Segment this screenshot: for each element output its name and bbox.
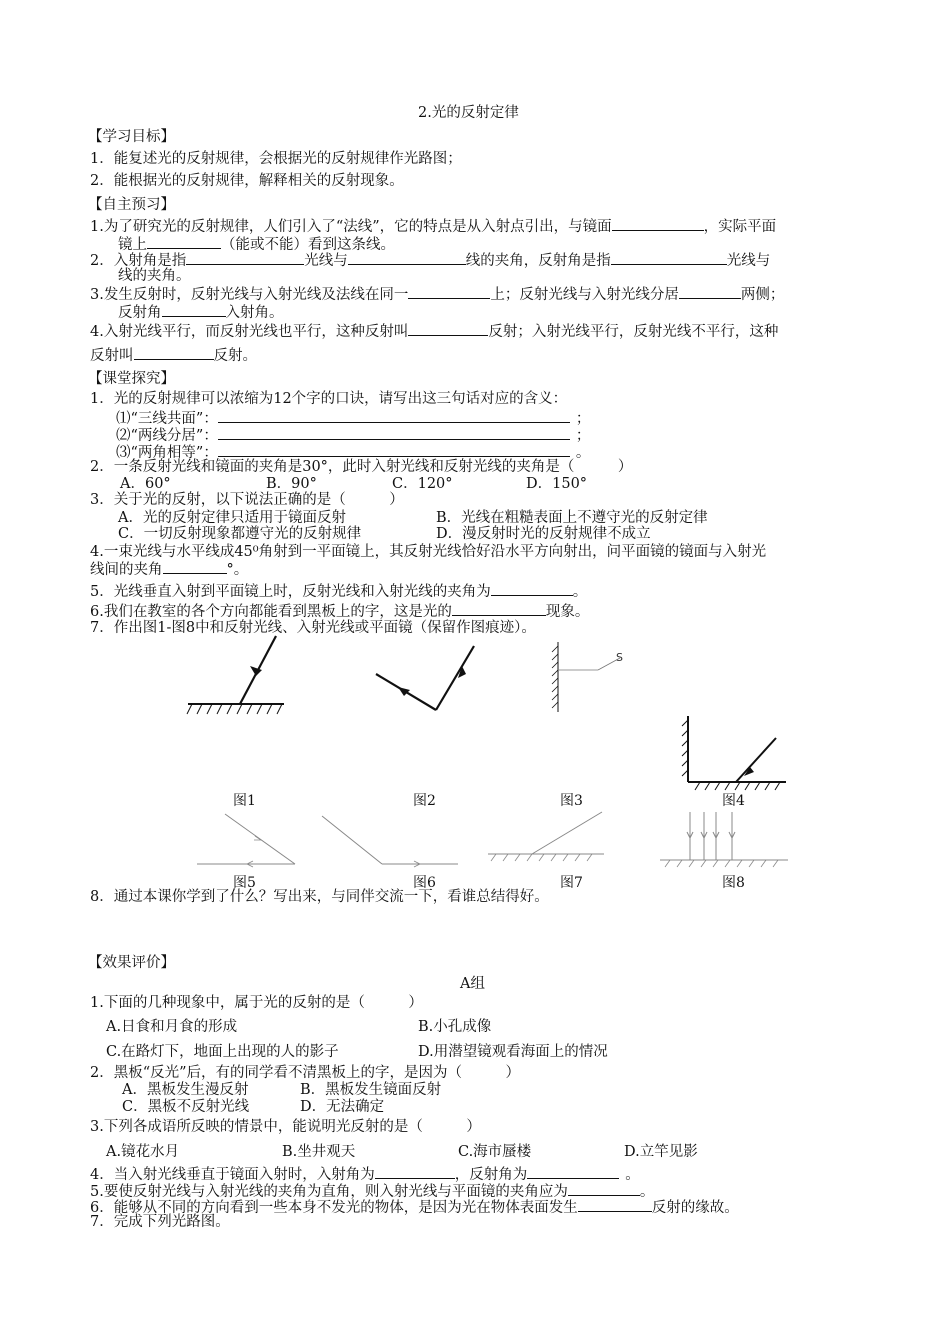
eval-q1: 1.下面的几种现象中，属于光的反射的是（ ） [90, 995, 423, 1011]
explore-q2-opt-a: A．60° [120, 476, 171, 492]
text: ⑴“三线共面”： [116, 411, 218, 427]
text: 6.我们在教室的各个方向都能看到黑板上的字，这是光的 [90, 604, 452, 620]
text: 2．入射角是指 [90, 253, 187, 269]
figure-6 [318, 810, 463, 870]
answer-blank[interactable] [452, 601, 546, 616]
explore-q1: 1．光的反射规律可以浓缩为12个字的口诀，请写出这三句话对应的含义： [90, 391, 568, 407]
text: ，实际平面 [703, 219, 777, 235]
preview-q2-cont: 线的夹角。 [118, 268, 191, 284]
text: 反射的缘故。 [651, 1200, 739, 1216]
section-goals: 【学习目标】 [88, 129, 175, 145]
explore-q4: 4.一束光线与水平线成45⁰角射到一平面镜上，其反射光线恰好沿水平方向射出，问平面镜的镜面与入射光 [90, 544, 767, 560]
figure-5 [195, 810, 305, 870]
explore-q3: 3．关于光的反射，以下说法正确的是（ ） [90, 492, 404, 508]
text: 反射角 [118, 305, 162, 321]
text: 上；反射光线与入射光线分居 [490, 287, 679, 303]
text: 。 [639, 1184, 655, 1200]
explore-q3-opt-b: B．光线在粗糙表面上不遵守光的反射定律 [436, 510, 708, 526]
eval-q3-opt-c: C.海市蜃楼 [458, 1144, 532, 1160]
text: 4．当入射光线垂直于镜面入射时，入射角为 [90, 1167, 375, 1183]
explore-q2-opt-d: D．150° [526, 476, 588, 492]
text: 入射角。 [225, 305, 284, 321]
text: ； [575, 411, 591, 427]
figure-7-label: 图7 [560, 875, 583, 891]
preview-q2 [90, 250, 770, 270]
explore-q2-opt-c: C．120° [392, 476, 453, 492]
text: 光线与 [726, 253, 771, 269]
section-eval: 【效果评价】 [88, 955, 175, 971]
text: 线间的夹角 [90, 562, 163, 578]
figure-8 [656, 808, 791, 870]
eval-group-a: A组 [460, 976, 485, 992]
section-preview: 【自主预习】 [88, 197, 175, 213]
figure-4-label: 图4 [722, 793, 745, 809]
answer-blank[interactable] [408, 284, 490, 299]
eval-q2: 2．黑板“反光”后，有的同学看不清黑板上的字，是因为（ ） [90, 1065, 521, 1081]
answer-blank[interactable] [348, 250, 466, 265]
eval-q2-opt-b: B．黑板发生镜面反射 [300, 1082, 442, 1098]
answer-blank[interactable] [568, 1181, 640, 1196]
explore-q8: 8．通过本课你学到了什么？写出来，与同伴交流一下，看谁总结得好。 [90, 889, 549, 905]
explore-q6 [90, 601, 589, 621]
text: 光线与 [304, 253, 348, 269]
figure-2 [368, 640, 483, 720]
text: 两侧； [740, 287, 785, 303]
section-explore: 【课堂探究】 [88, 371, 175, 387]
page-title: 2.光的反射定律 [418, 105, 519, 121]
eval-q2-opt-c: C．黑板不反射光线 [122, 1099, 250, 1115]
text: °。 [226, 562, 249, 578]
text: 。 [625, 1167, 640, 1183]
figure-2-label: 图2 [413, 793, 436, 809]
text: 5.要使反射光线与入射光线的夹角为直角，则入射光线与平面镜的夹角应为 [90, 1184, 568, 1200]
eval-q3-opt-a: A.镜花水月 [106, 1144, 180, 1160]
answer-blank[interactable] [163, 559, 227, 574]
eval-q3-opt-b: B.坐井观天 [282, 1144, 356, 1160]
figure-8-label: 图8 [722, 875, 745, 891]
explore-q7: 7．作出图1-图8中和反射光线、入射光线或平面镜（保留作图痕迹）。 [90, 620, 536, 636]
explore-q3-opt-a: A．光的反射定律只适用于镜面反射 [118, 510, 346, 526]
figure-3 [540, 640, 640, 715]
eval-q7: 7．完成下列光路图。 [90, 1214, 230, 1230]
text: ； [575, 428, 591, 444]
answer-blank[interactable] [578, 1197, 652, 1212]
eval-q3: 3.下列各成语所反映的情景中，能说明光反射的是（ ） [90, 1119, 481, 1135]
answer-blank[interactable] [408, 321, 488, 336]
answer-blank[interactable] [218, 442, 570, 457]
text: 反射；入射光线平行，反射光线不平行，这种 [488, 324, 779, 340]
figure-1-label: 图1 [233, 793, 256, 809]
figure-4 [680, 712, 790, 792]
text: 镜上 [118, 237, 147, 253]
preview-q4 [90, 321, 778, 341]
text: （能或不能）看到这条线。 [221, 237, 395, 253]
eval-q1-opt-d: D.用潜望镜观看海面上的情况 [418, 1044, 608, 1060]
answer-blank[interactable] [375, 1164, 455, 1179]
figure-6-label: 图6 [413, 875, 436, 891]
explore-q3-opt-d: D．漫反射时光的反射规律不成立 [436, 526, 651, 542]
explore-q4-cont [90, 559, 248, 579]
text: 反射。 [213, 348, 257, 364]
answer-blank[interactable] [527, 1164, 619, 1179]
preview-q3 [90, 284, 784, 304]
explore-q3-opt-c: C．一切反射现象都遵守光的反射规律 [118, 526, 362, 542]
text: 。 [572, 584, 588, 600]
preview-q4-cont [90, 345, 257, 365]
answer-blank[interactable] [679, 284, 741, 299]
explore-q2: 2．一条反射光线和镜面的夹角是30°，此时入射光线和反射光线的夹角是（ ） [90, 459, 633, 475]
text: ⑶“两角相等”： [116, 445, 218, 461]
eval-q1-opt-a: A.日食和月食的形成 [106, 1019, 238, 1035]
text: 3.发生反射时，反射光线与入射光线及法线在同一 [90, 287, 409, 303]
text: ⑵“两线分居”： [116, 428, 218, 444]
text: 现象。 [545, 604, 590, 620]
answer-blank[interactable] [134, 345, 214, 360]
eval-q1-opt-b: B.小孔成像 [418, 1019, 492, 1035]
text: ，反射角为 [454, 1167, 528, 1183]
eval-q1-opt-c: C.在路灯下，地面上出现的人的影子 [106, 1044, 339, 1060]
figure-7 [486, 808, 606, 868]
preview-q3-cont [118, 302, 284, 322]
text: 反射叫 [90, 348, 134, 364]
eval-q2-opt-d: D．无法确定 [300, 1099, 385, 1115]
explore-q2-opt-b: B．90° [266, 476, 317, 492]
text: 4.入射光线平行，而反射光线也平行，这种反射叫 [90, 324, 409, 340]
goal-2: 2．能根据光的反射规律，解释相关的反射现象。 [90, 173, 404, 189]
answer-blank[interactable] [147, 234, 221, 249]
answer-blank[interactable] [612, 216, 704, 231]
text: 线的夹角，反射角是指 [465, 253, 611, 269]
answer-blank[interactable] [611, 250, 727, 265]
text: 6．能够从不同的方向看到一些本身不发光的物体，是因为光在物体表面发生 [90, 1200, 578, 1216]
preview-q1 [90, 216, 776, 236]
text: 5．光线垂直入射到平面镜上时，反射光线和入射光线的夹角为 [90, 584, 491, 600]
figure-3-point-s: S [616, 651, 623, 664]
answer-blank[interactable] [218, 408, 570, 423]
text: 1.为了研究光的反射规律，人们引入了“法线”，它的特点是从入射点引出，与镜面 [90, 219, 612, 235]
figure-3-label: 图3 [560, 793, 583, 809]
answer-blank[interactable] [162, 302, 226, 317]
answer-blank[interactable] [186, 250, 304, 265]
text: 。 [575, 445, 591, 461]
eval-q2-opt-a: A．黑板发生漫反射 [122, 1082, 249, 1098]
eval-q3-opt-d: D.立竿见影 [624, 1144, 698, 1160]
answer-blank[interactable] [218, 425, 570, 440]
figure-1 [180, 628, 290, 718]
answer-blank[interactable] [491, 581, 573, 596]
figure-5-label: 图5 [233, 875, 256, 891]
goal-1: 1．能复述光的反射规律，会根据光的反射规律作光路图； [90, 151, 462, 167]
explore-q5 [90, 581, 587, 601]
